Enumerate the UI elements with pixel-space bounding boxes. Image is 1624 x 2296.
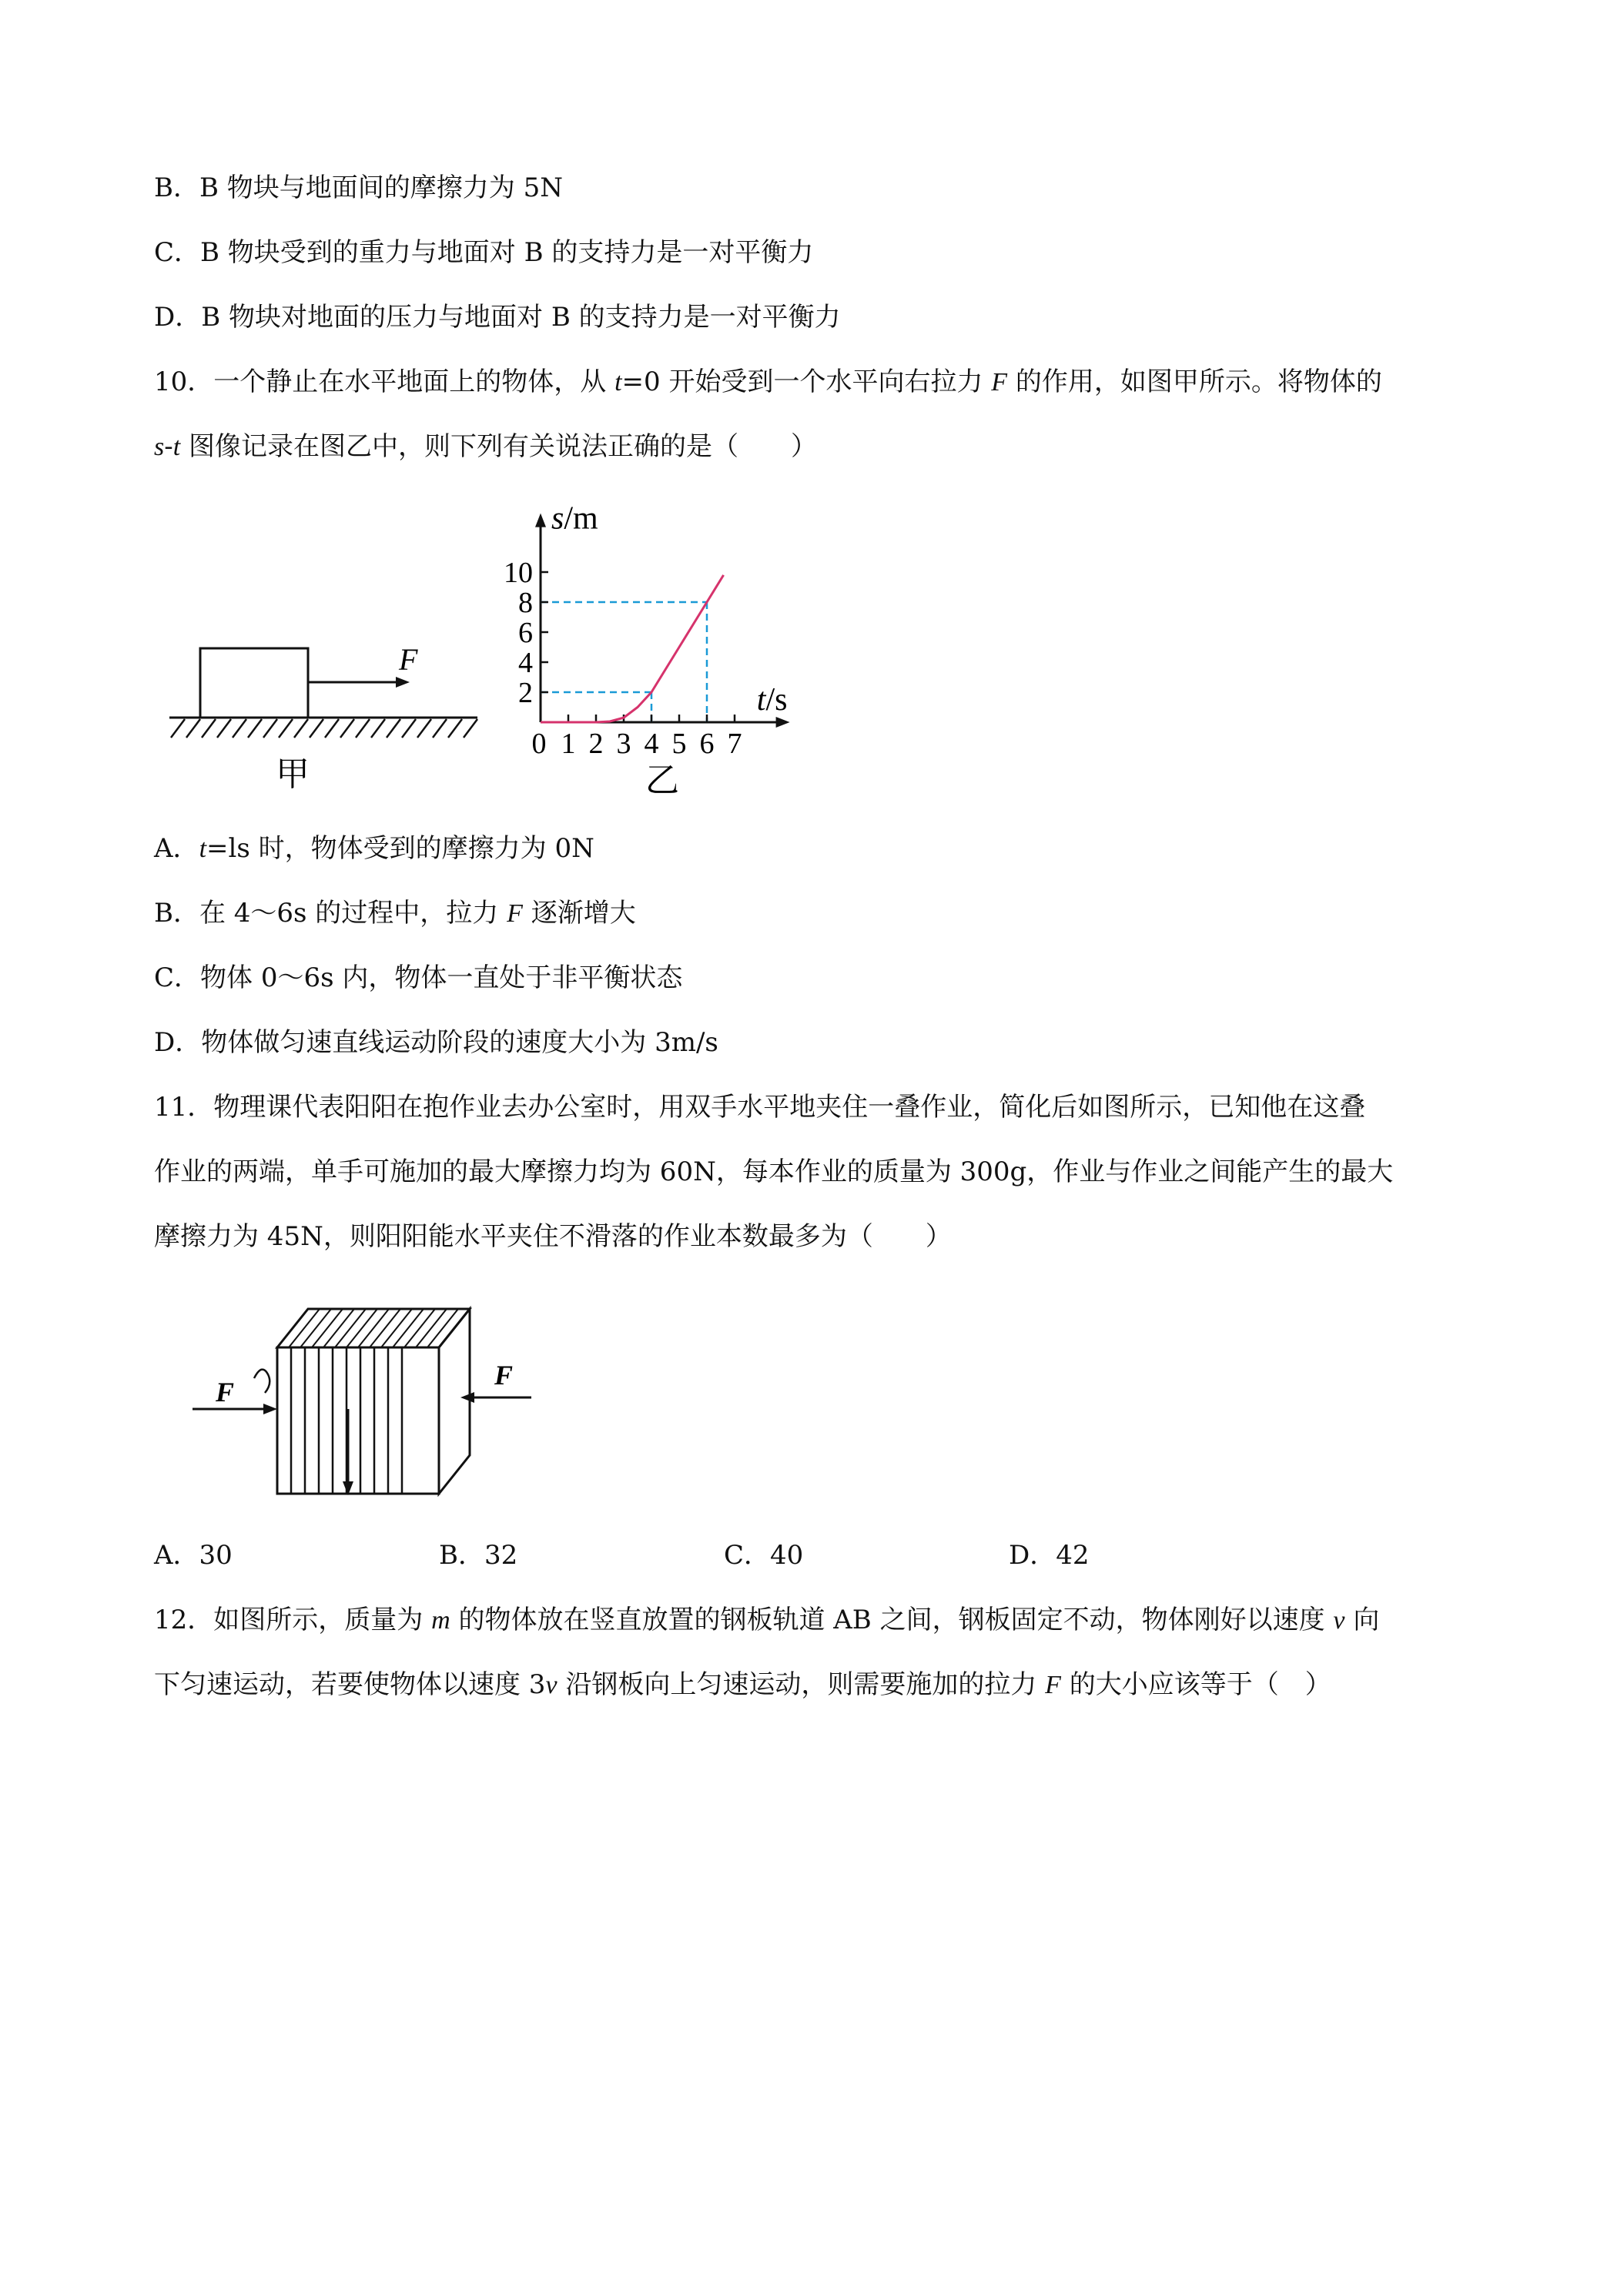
figure-jia xyxy=(154,631,493,808)
block xyxy=(200,648,308,718)
right-force-arrowhead xyxy=(460,1392,474,1403)
q9-option-d: D．B 物块对地面的压力与地面对 B 的支持力是一对平衡力 xyxy=(154,302,841,333)
left-force-arrowhead xyxy=(263,1404,277,1414)
q12-stem-line2: 下匀速运动，若要使物体以速度 3v 沿钢板向上匀速运动，则需要施加的拉力 F 的大小应该等于（ ） xyxy=(154,1669,1331,1700)
x-tick-label: 0 xyxy=(531,728,547,760)
x-axis-label: t/s xyxy=(756,682,788,718)
force-label-f: F xyxy=(399,642,418,677)
q11-stem-line2: 作业的两端，单手可施加的最大摩擦力均为 60N，每本作业的质量为 300g，作业与作业之间能产生的最大 xyxy=(154,1156,1394,1187)
q10-stem-line1: 10．一个静止在水平地面上的物体，从 t=0 开始受到一个水平向右拉力 F 的作用，如图甲所示。将物体的 xyxy=(154,366,1382,397)
figure-yi-chart xyxy=(477,485,878,808)
force-arrowhead xyxy=(396,677,410,688)
q11-option-b: B．32 xyxy=(439,1540,518,1571)
x-tick-label: 1 xyxy=(561,728,576,760)
y-axis-label: s/m xyxy=(551,500,598,537)
q11-stem-line3: 摩擦力为 45N，则阳阳能水平夹住不滑落的作业本数最多为（ ） xyxy=(154,1221,952,1252)
y-tick-label: 2 xyxy=(518,677,533,709)
y-tick-label: 8 xyxy=(518,587,533,619)
stack-front-face xyxy=(277,1347,439,1494)
q10-option-b: B．在 4～6s 的过程中，拉力 F 逐渐增大 xyxy=(154,898,636,929)
y-axis-arrowhead xyxy=(535,514,546,527)
q11-option-c: C．40 xyxy=(724,1540,804,1571)
stack-top-lines xyxy=(289,1309,458,1347)
q9-option-c: C．B 物块受到的重力与地面对 B 的支持力是一对平衡力 xyxy=(154,237,814,268)
left-hand-sketch xyxy=(254,1370,270,1393)
q11-option-a: A．30 xyxy=(154,1540,233,1571)
q10-option-c: C．物体 0～6s 内，物体一直处于非平衡状态 xyxy=(154,962,683,993)
q9-option-b: B．B 物块与地面间的摩擦力为 5N xyxy=(154,172,563,203)
q10-option-d: D．物体做匀速直线运动阶段的速度大小为 3m/s xyxy=(154,1027,718,1058)
x-tick-label: 3 xyxy=(616,728,631,760)
y-tick-label: 4 xyxy=(518,647,533,679)
y-tick-label: 10 xyxy=(504,557,533,589)
x-tick-label: 4 xyxy=(644,728,659,760)
x-tick-label: 5 xyxy=(671,728,687,760)
x-axis-arrowhead xyxy=(776,717,790,728)
s-t-curve xyxy=(541,575,724,722)
figure-book-stack xyxy=(185,1294,547,1501)
x-tick-label: 7 xyxy=(727,728,742,760)
stack-side-face xyxy=(439,1309,470,1494)
ground-hatching xyxy=(171,719,477,738)
x-tick-label: 2 xyxy=(588,728,604,760)
left-force-label: F xyxy=(216,1377,235,1407)
stack-front-lines xyxy=(291,1347,402,1494)
right-force-label: F xyxy=(494,1360,514,1391)
x-tick-label: 6 xyxy=(699,728,715,760)
q10-option-a: A．t=ls 时，物体受到的摩擦力为 0N xyxy=(154,833,594,864)
y-tick-label: 6 xyxy=(518,617,533,649)
figure-yi-caption: 乙 xyxy=(645,761,679,800)
q11-option-d: D．42 xyxy=(1009,1540,1090,1571)
q12-stem-line1: 12．如图所示，质量为 m 的物体放在竖直放置的钢板轨道 AB 之间，钢板固定不动，物体刚好以速度 v 向 xyxy=(154,1605,1380,1635)
q11-stem-line1: 11．物理课代表阳阳在抱作业去办公室时，用双手水平地夹住一叠作业，简化后如图所示，已知他在这叠 xyxy=(154,1092,1366,1123)
figure-jia-caption: 甲 xyxy=(276,755,310,794)
q10-stem-line2: s-t 图像记录在图乙中，则下列有关说法正确的是（ ） xyxy=(154,431,817,462)
